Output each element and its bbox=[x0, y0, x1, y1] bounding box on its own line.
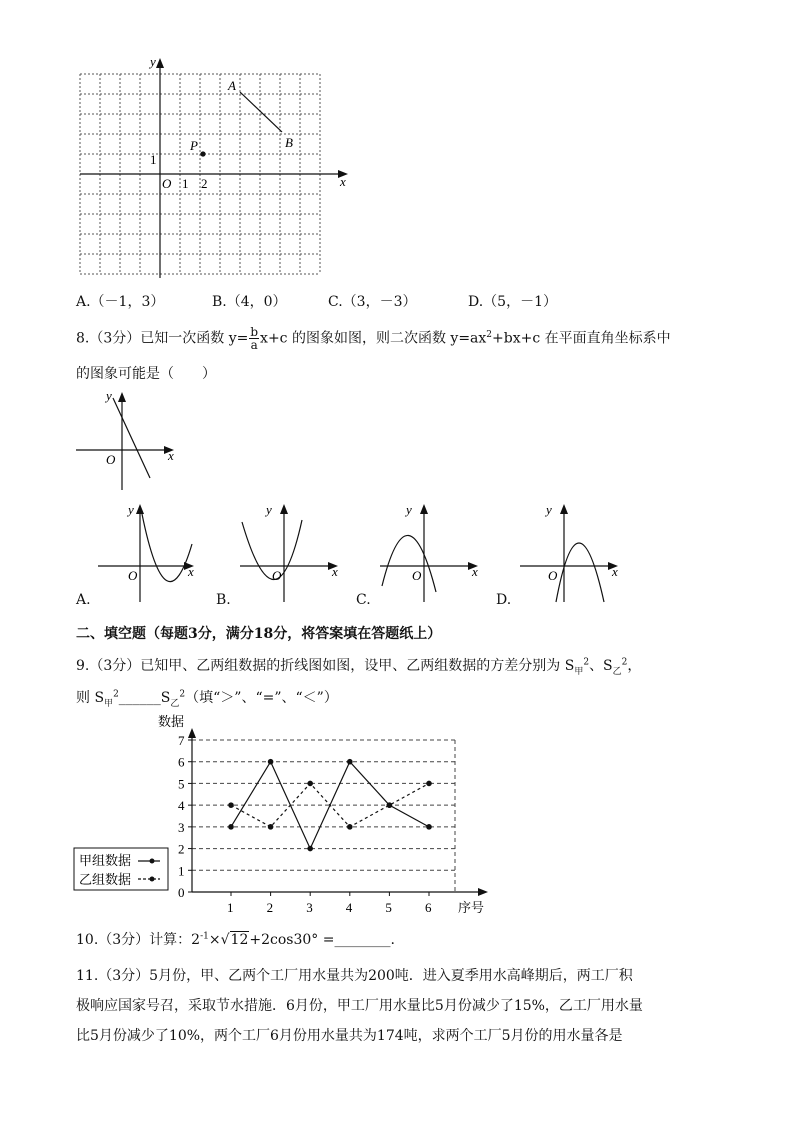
series-1-point-6 bbox=[426, 781, 432, 787]
svg-text:O: O bbox=[106, 452, 116, 467]
svg-text:x: x bbox=[612, 564, 618, 579]
svg-text:x: x bbox=[188, 564, 194, 579]
q8-option-c-graph bbox=[376, 498, 488, 606]
q8-option-c-label: C. bbox=[356, 592, 371, 608]
point-p-label: P bbox=[190, 138, 198, 153]
tick-1-label: 1 bbox=[182, 176, 189, 191]
chart-axes bbox=[188, 728, 488, 896]
x-tick-label-4: 4 bbox=[345, 900, 353, 915]
parabola-d bbox=[556, 543, 604, 602]
point-a-label: A bbox=[228, 78, 236, 93]
x-tick-label-6: 6 bbox=[425, 900, 432, 915]
q10-question: 10.（3分）计算：$2^{-1}\times√12+2\cos 30^\circ$ =________. bbox=[76, 931, 395, 948]
series-0-point-6 bbox=[426, 824, 432, 830]
series-0-point-3 bbox=[307, 846, 313, 852]
x-tick-label-1: 1 bbox=[227, 900, 234, 915]
q9-line-chart bbox=[72, 714, 512, 920]
q8-linear-line bbox=[113, 398, 150, 478]
legend-series-0: 甲组数据 bbox=[79, 853, 132, 868]
svg-text:O: O bbox=[412, 568, 422, 583]
svg-text:O: O bbox=[548, 568, 558, 583]
axis-y-label: y bbox=[150, 54, 156, 69]
svg-text:x: x bbox=[472, 564, 478, 579]
parabola-c bbox=[382, 535, 436, 592]
series-1-point-2 bbox=[268, 824, 274, 830]
svg-text:y: y bbox=[266, 502, 272, 517]
x-tick-label-2: 2 bbox=[266, 900, 274, 915]
y-tick-label-4: 4 bbox=[178, 798, 185, 814]
svg-text:x: x bbox=[332, 564, 338, 579]
q11-line-3: 比5月份减少了10%，两个工厂6月份用水量共为174吨，求两个工厂5月份的用水量各是 bbox=[76, 1028, 623, 1044]
series-1-point-3 bbox=[307, 781, 313, 787]
chart-grid bbox=[192, 740, 455, 892]
x-tick-label-5: 5 bbox=[385, 900, 392, 915]
q11-line-2: 极响应国家号召，采取节水措施．6月份，甲工厂用水量比5月份减少了15%，乙工厂用水量 bbox=[76, 998, 643, 1014]
svg-text:x: x bbox=[168, 448, 174, 463]
y-tick-label-5: 5 bbox=[178, 776, 185, 792]
svg-text:O: O bbox=[272, 568, 282, 583]
svg-text:y: y bbox=[128, 502, 134, 517]
q11-line-1: 11.（3分）5月份，甲、乙两个工厂用水量共为200吨．进入夏季用水高峰期后，两工厂积 bbox=[76, 968, 633, 984]
series-0-point-4 bbox=[347, 759, 353, 765]
q8-option-a-label: A. bbox=[76, 592, 91, 608]
svg-text:y: y bbox=[546, 502, 552, 517]
chart-ticks bbox=[178, 733, 432, 915]
q7-option-d: D.（5，－1） bbox=[468, 294, 557, 310]
y-tick-label-2: 2 bbox=[178, 841, 185, 857]
q8-question-line1: 8.（3分）已知一次函数 y= $\frac{b}{a}$ x+c 的图象如图，则二次函数 $y=ax^2+bx+c$ 在平面直角坐标系中 bbox=[76, 325, 671, 352]
series-1-line bbox=[231, 783, 429, 826]
q7-option-b: B.（4，0） bbox=[212, 294, 287, 310]
q8-linear-graph bbox=[72, 386, 182, 494]
q8-option-b-label: B. bbox=[216, 592, 231, 608]
y-tick-label-6: 6 bbox=[178, 754, 185, 770]
q8-question-line2: 的图象可能是（ ） bbox=[76, 366, 216, 382]
y-axis-arrow bbox=[188, 728, 196, 738]
q9-question-line1: 9.（3分）已知甲、乙两组数据的折线图如图，设甲、乙两组数据的方差分别为 $S_甲^2$、$S_乙^2$， bbox=[76, 657, 642, 677]
series-1-point-5 bbox=[387, 802, 393, 808]
q7-option-c: C.（3，－3） bbox=[328, 294, 417, 310]
segment-ab bbox=[240, 92, 282, 132]
svg-text:O: O bbox=[128, 568, 138, 583]
parabola-a bbox=[142, 514, 192, 582]
tick-y1-label: 1 bbox=[150, 152, 157, 167]
q8-option-d-label: D. bbox=[496, 592, 512, 608]
point-b-label: B bbox=[285, 135, 293, 150]
svg-text:y: y bbox=[106, 388, 112, 403]
q8-option-b-graph bbox=[236, 498, 348, 606]
section-2-heading: 二、填空题（每题3分，满分18分，将答案填在答题纸上） bbox=[76, 626, 442, 642]
q8-option-a-graph bbox=[92, 498, 204, 606]
chart-legend bbox=[74, 848, 168, 890]
x-tick-label-3: 3 bbox=[306, 900, 313, 915]
chart-ylabel: 数据 bbox=[158, 714, 185, 729]
axis-x-label: x bbox=[340, 174, 346, 189]
series-0-point-2 bbox=[268, 759, 274, 765]
tick-2-label: 2 bbox=[201, 176, 208, 191]
q7-option-a: A.（－1，3） bbox=[76, 294, 165, 310]
chart-xlabel: 序号 bbox=[458, 900, 485, 915]
series-0-point-1 bbox=[228, 824, 234, 830]
legend-series-1: 乙组数据 bbox=[79, 872, 132, 887]
x-axis-arrow bbox=[478, 888, 488, 896]
origin-label: O bbox=[162, 176, 172, 191]
series-1-point-4 bbox=[347, 824, 353, 830]
y-tick-label-3: 3 bbox=[178, 819, 185, 835]
y-tick-label-7: 7 bbox=[178, 733, 185, 748]
svg-text:y: y bbox=[406, 502, 412, 517]
sqrt-radicand: 12 bbox=[230, 932, 249, 948]
y-tick-label-0: 0 bbox=[178, 885, 185, 900]
q9-question-line2: 则 $S_甲^2\_\_\_\_\_\_S_乙^2$（填“＞”、“=”、“＜”） bbox=[76, 689, 338, 709]
q7-grid-graph bbox=[70, 50, 360, 282]
q8-fraction: $\frac{b}{a}$ bbox=[250, 325, 259, 352]
q8-option-d-graph bbox=[516, 498, 628, 606]
point-p bbox=[200, 151, 205, 156]
series-1-point-1 bbox=[228, 802, 234, 808]
y-tick-label-1: 1 bbox=[178, 863, 185, 879]
